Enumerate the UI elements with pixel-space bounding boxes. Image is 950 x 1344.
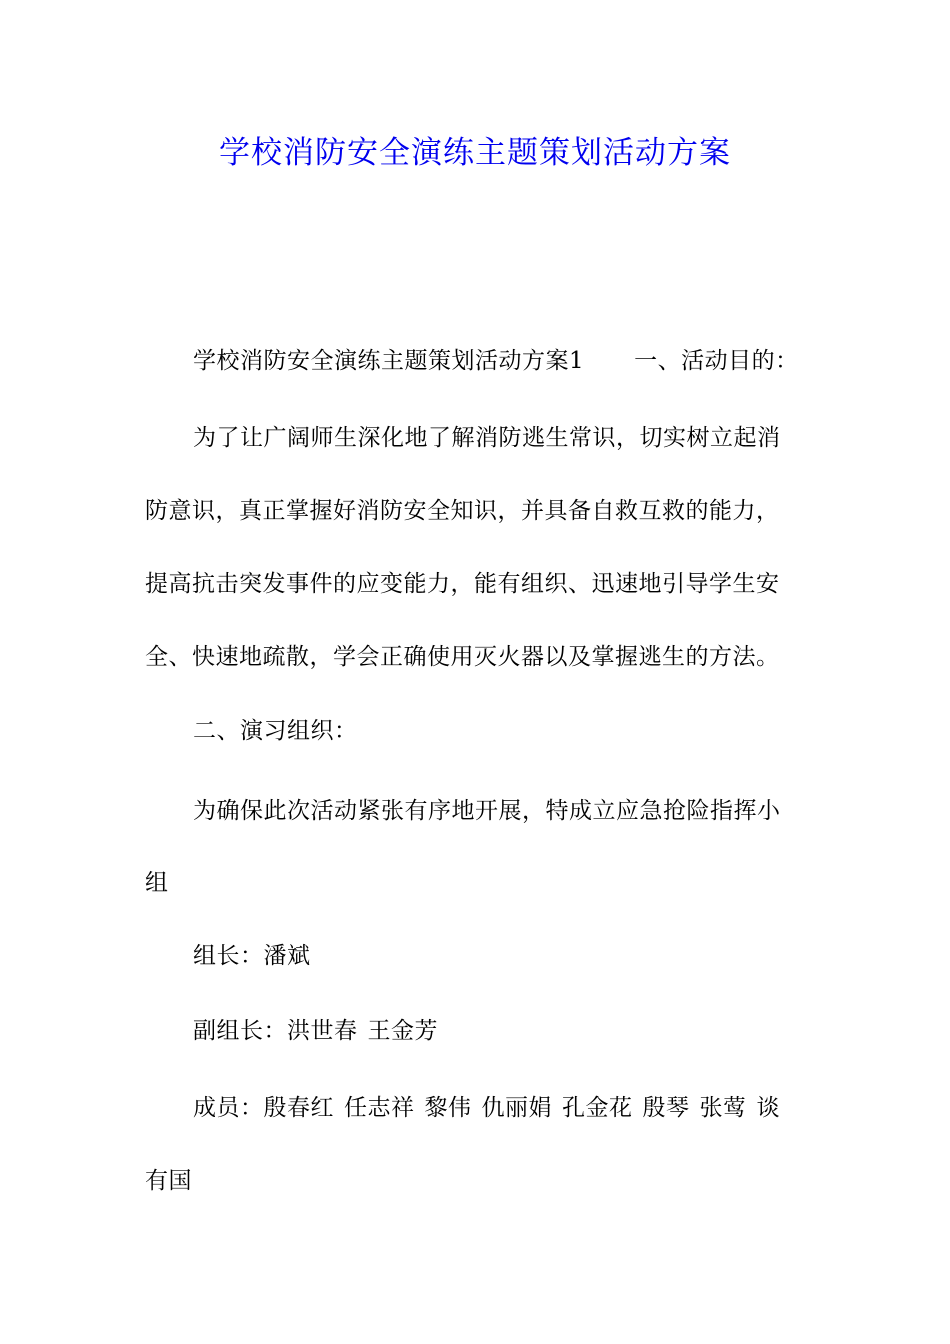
members-continued: 有国 bbox=[145, 1168, 192, 1194]
purpose-line-3: 提高抗击突发事件的应变能力，能有组织、迅速地引导学生安 bbox=[145, 571, 780, 597]
deputy-name: 洪世春 bbox=[287, 1018, 358, 1044]
intro-heading: 学校消防安全演练主题策划活动方案1 bbox=[193, 348, 585, 374]
leader-name: 潘斌 bbox=[263, 943, 311, 969]
organization-line-1: 为确保此次活动紧张有序地开展，特成立应急抢险指挥小 bbox=[193, 798, 781, 824]
member-name: 黎伟 bbox=[424, 1095, 472, 1121]
purpose-line-2: 防意识，真正掌握好消防安全知识，并具备自救互救的能力， bbox=[145, 498, 780, 524]
leader-label: 组长： bbox=[193, 943, 264, 969]
purpose-line-1: 为了让广阔师生深化地了解消防逃生常识，切实树立起消 bbox=[193, 425, 781, 451]
organization-line-2: 组 bbox=[145, 870, 169, 896]
leader-line bbox=[193, 941, 853, 971]
members-label: 成员： bbox=[193, 1095, 264, 1121]
member-name: 谈 bbox=[756, 1095, 780, 1121]
deputy-line bbox=[193, 1016, 853, 1046]
deputy-label: 副组长： bbox=[193, 1018, 287, 1044]
section1-heading: 一、活动目的： bbox=[634, 348, 799, 374]
members-line bbox=[193, 1093, 853, 1123]
purpose-line-4: 全、快速地疏散，学会正确使用灭火器以及掌握逃生的方法。 bbox=[145, 644, 780, 670]
intro-line bbox=[193, 346, 853, 376]
member-name: 殷春红 bbox=[263, 1095, 334, 1121]
document-title: 学校消防安全演练主题策划活动方案 bbox=[219, 135, 731, 171]
member-name: 仇丽娟 bbox=[481, 1095, 552, 1121]
member-name: 殷琴 bbox=[642, 1095, 690, 1121]
member-name: 张莺 bbox=[699, 1095, 747, 1121]
deputy-name: 王金芳 bbox=[367, 1018, 438, 1044]
member-name: 孔金花 bbox=[562, 1095, 633, 1121]
section2-heading: 二、演习组织： bbox=[193, 718, 358, 744]
member-name: 任志祥 bbox=[344, 1095, 415, 1121]
